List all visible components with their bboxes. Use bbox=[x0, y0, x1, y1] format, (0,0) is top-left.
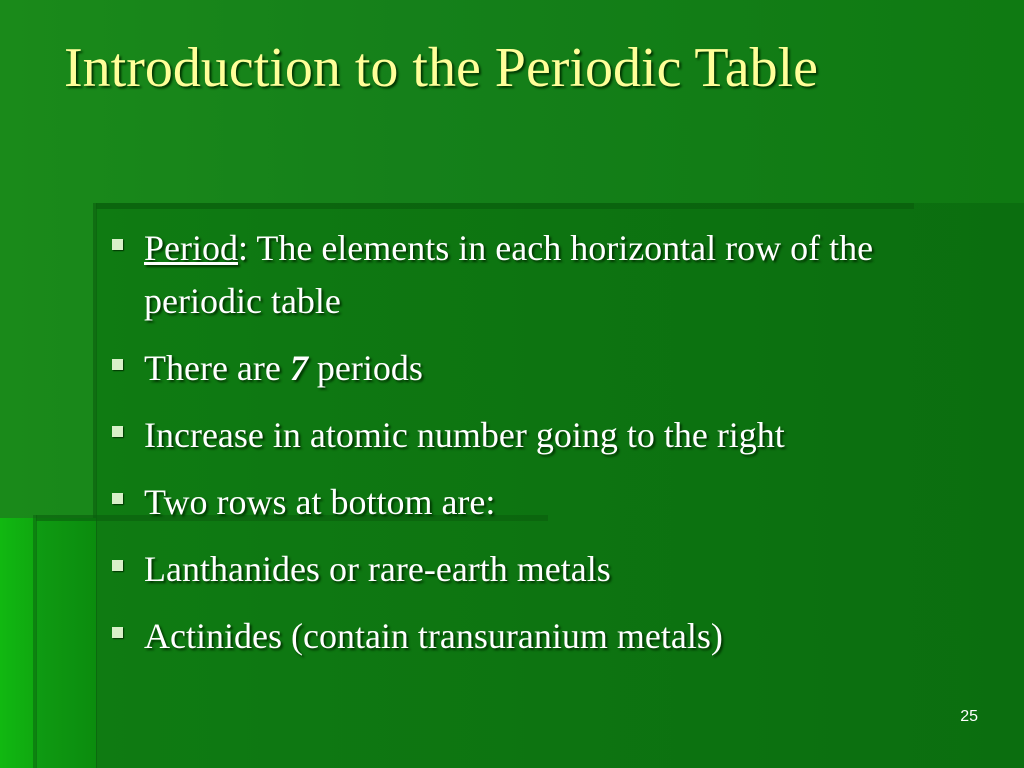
bullet-list bbox=[108, 222, 988, 677]
bullet-item-actinides bbox=[108, 610, 988, 663]
emphasized-number: 7 bbox=[289, 348, 308, 388]
square-bullet-icon bbox=[112, 239, 123, 250]
bullet-text: Lanthanides or rare-earth metals bbox=[144, 549, 611, 589]
bullet-item-bottom-rows bbox=[108, 476, 988, 529]
bullet-item-lanthanides bbox=[108, 543, 988, 596]
bullet-text-suffix: periods bbox=[307, 348, 423, 388]
slide-title: Introduction to the Periodic Table bbox=[64, 37, 818, 99]
bullet-text: : The elements in each horizontal row of the periodic table bbox=[144, 228, 874, 321]
square-bullet-icon bbox=[112, 627, 123, 638]
bullet-text: Actinides (contain transuranium metals) bbox=[144, 616, 723, 656]
bullet-item-period-count bbox=[108, 342, 988, 395]
bullet-text-prefix: There are bbox=[144, 348, 290, 388]
square-bullet-icon bbox=[112, 560, 123, 571]
square-bullet-icon bbox=[112, 359, 123, 370]
square-bullet-icon bbox=[112, 493, 123, 504]
bullet-text: Two rows at bottom are: bbox=[144, 482, 496, 522]
bullet-text: Increase in atomic number going to the right bbox=[144, 415, 785, 455]
background-divider-middle-left bbox=[33, 515, 37, 768]
square-bullet-icon bbox=[112, 426, 123, 437]
bullet-item-atomic-number bbox=[108, 409, 988, 462]
background-divider-top bbox=[96, 203, 914, 209]
term-period: Period bbox=[144, 228, 238, 268]
page-number: 25 bbox=[960, 708, 978, 725]
background-panel-left-edge bbox=[36, 518, 96, 768]
bullet-item-period-definition bbox=[108, 222, 988, 328]
